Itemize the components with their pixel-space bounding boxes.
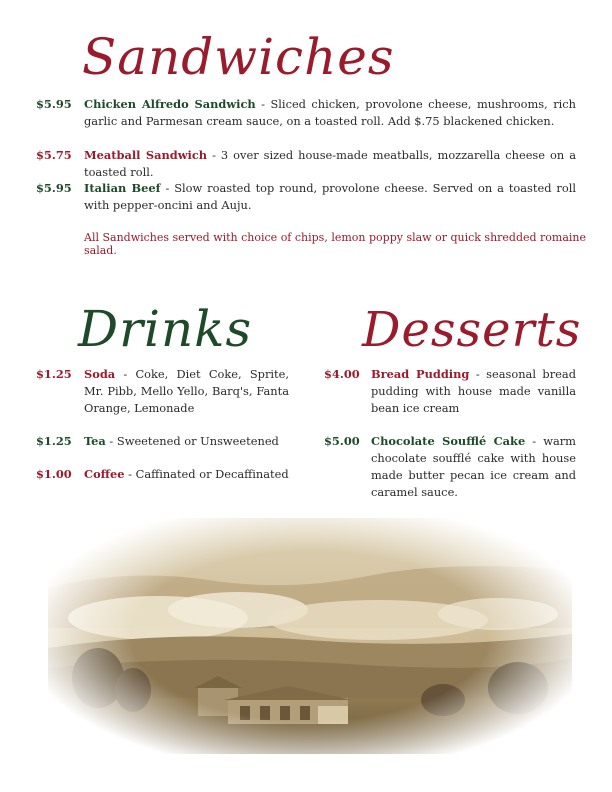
item-detail: - Sliced chicken, provolone cheese, mushrooms, rich garlic and Parmesan cream sauce, on a toasted roll. Add $.75 blackened chicken. bbox=[84, 97, 577, 128]
item-price: $5.00 bbox=[324, 434, 360, 448]
item-name: Tea bbox=[84, 434, 106, 448]
item-price: $5.95 bbox=[36, 97, 72, 111]
item-detail: - Coke, Diet Coke, Sprite, Mr. Pibb, Mello Yello, Barq's, Fanta Orange, Lemonade bbox=[84, 367, 289, 415]
item-description bbox=[84, 147, 576, 181]
item-name: Soda bbox=[84, 367, 116, 381]
item-name: Bread Pudding bbox=[371, 367, 470, 381]
item-description bbox=[84, 180, 576, 214]
item-detail: - warm chocolate soufflé cake with house made butter pecan ice cream and caramel sauce. bbox=[371, 434, 576, 499]
desserts-heading: Desserts bbox=[362, 302, 582, 358]
item-price: $5.75 bbox=[36, 148, 72, 162]
item-detail: - seasonal bread pudding with house made vanilla bean ice cream bbox=[371, 367, 576, 415]
item-price: $1.00 bbox=[36, 467, 72, 481]
item-price: $4.00 bbox=[324, 367, 360, 381]
landscape-illustration bbox=[48, 518, 572, 754]
item-description bbox=[84, 366, 289, 417]
sandwiches-heading: Sandwiches bbox=[82, 28, 395, 86]
item-detail: - 3 over sized house-made meatballs, mozzarella cheese on a toasted roll. bbox=[84, 148, 577, 179]
item-description bbox=[84, 96, 576, 130]
item-price: $1.25 bbox=[36, 434, 72, 448]
item-detail: - Slow roasted top round, provolone cheese. Served on a toasted roll with pepper-oncini and Auju. bbox=[84, 181, 576, 212]
item-detail: - Sweetened or Unsweetened bbox=[105, 434, 279, 448]
drinks-heading: Drinks bbox=[78, 300, 253, 358]
item-name: Meatball Sandwich bbox=[84, 148, 208, 162]
item-name: Chicken Alfredo Sandwich bbox=[84, 97, 256, 111]
item-name: Coffee bbox=[84, 467, 125, 481]
item-detail: - Caffinated or Decaffinated bbox=[124, 467, 289, 481]
item-name: Chocolate Soufflé Cake bbox=[371, 434, 526, 448]
item-description bbox=[84, 466, 289, 483]
item-description bbox=[371, 366, 576, 417]
item-price: $1.25 bbox=[36, 367, 72, 381]
sepia-landscape-photo bbox=[48, 518, 572, 754]
sandwiches-note: All Sandwiches served with choice of chips, lemon poppy slaw or quick shredded romaine salad. bbox=[84, 231, 587, 257]
item-name: Italian Beef bbox=[84, 181, 161, 195]
item-description bbox=[371, 433, 576, 501]
item-price: $5.95 bbox=[36, 181, 72, 195]
item-description bbox=[84, 433, 289, 450]
